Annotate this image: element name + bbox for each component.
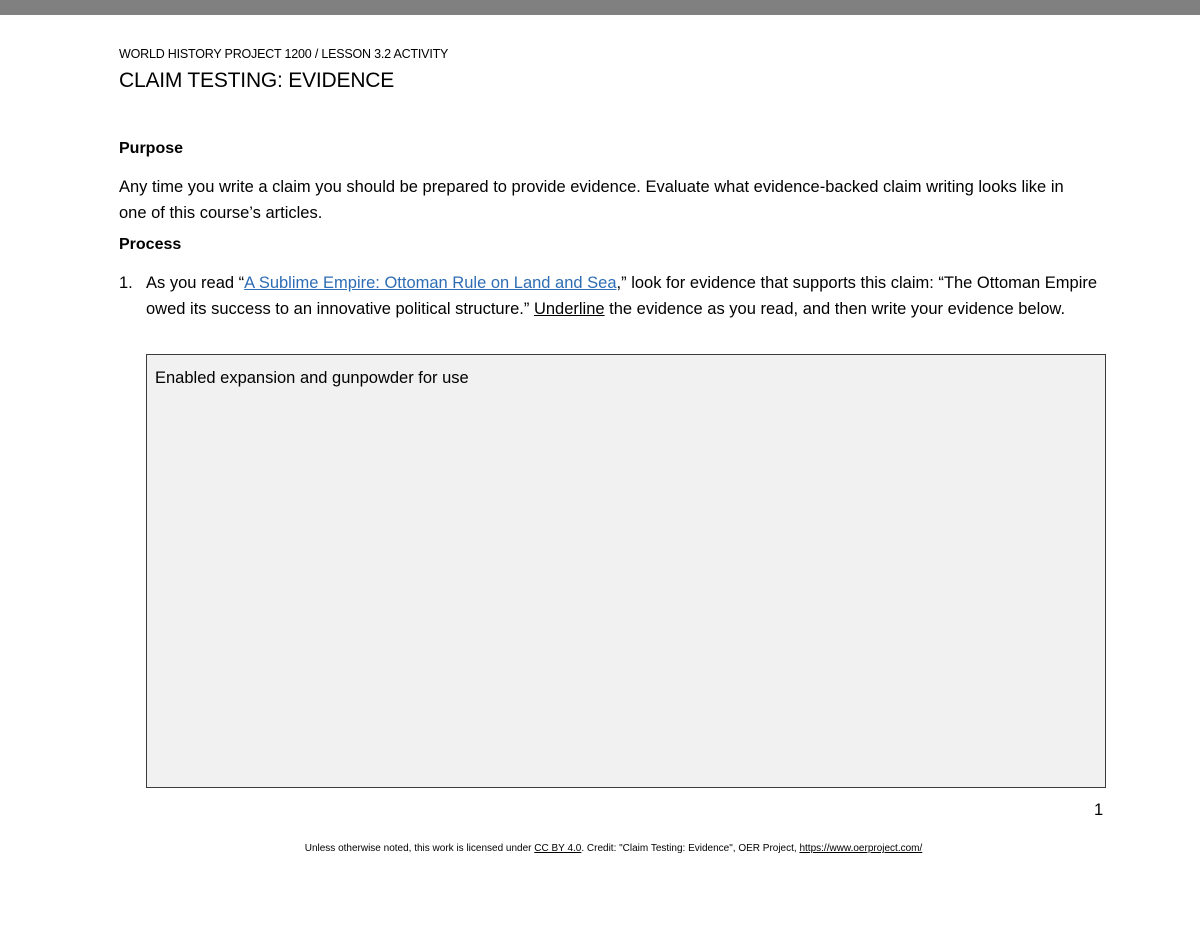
course-lesson-label: WORLD HISTORY PROJECT 1200 / LESSON 3.2 ACTIVITY — [119, 47, 449, 61]
footer-credit: . Credit: "Claim Testing: Evidence", OER Project, — [581, 843, 800, 854]
purpose-heading: Purpose — [119, 140, 184, 157]
underline-emphasis: Underline — [533, 300, 605, 318]
license-footer — [0, 843, 1200, 854]
step-instructions — [146, 270, 1099, 322]
window-top-bar — [0, 0, 1200, 15]
process-step-1 — [119, 270, 1099, 322]
step-number: 1. — [119, 274, 133, 292]
evidence-answer-text[interactable]: Enabled expansion and gunpowder for use — [155, 369, 469, 387]
step-text-before-link: As you read “ — [146, 274, 245, 292]
document-page — [0, 15, 1200, 927]
evidence-answer-box[interactable] — [146, 354, 1106, 788]
footer-prefix: Unless otherwise noted, this work is licensed under — [304, 843, 535, 854]
purpose-text: Any time you write a claim you should be prepared to provide evidence. Evaluate what evidence-backed claim writing looks like in one of this course’s articles. — [119, 178, 1064, 222]
license-link[interactable]: CC BY 4.0 — [534, 843, 582, 854]
oer-project-link[interactable]: https://www.oerproject.com/ — [799, 843, 923, 854]
article-link[interactable]: A Sublime Empire: Ottoman Rule on Land and Sea — [244, 274, 617, 292]
process-heading: Process — [119, 236, 182, 253]
step-text-after-link: ,” look for evidence that supports this claim: “The Ottoman Empire owed its success to an innovative political structure.” — [146, 274, 1098, 318]
page-title: CLAIM TESTING: EVIDENCE — [119, 69, 395, 92]
step-text-end: the evidence as you read, and then write your evidence below. — [604, 300, 1066, 318]
page-number: 1 — [1094, 801, 1104, 819]
